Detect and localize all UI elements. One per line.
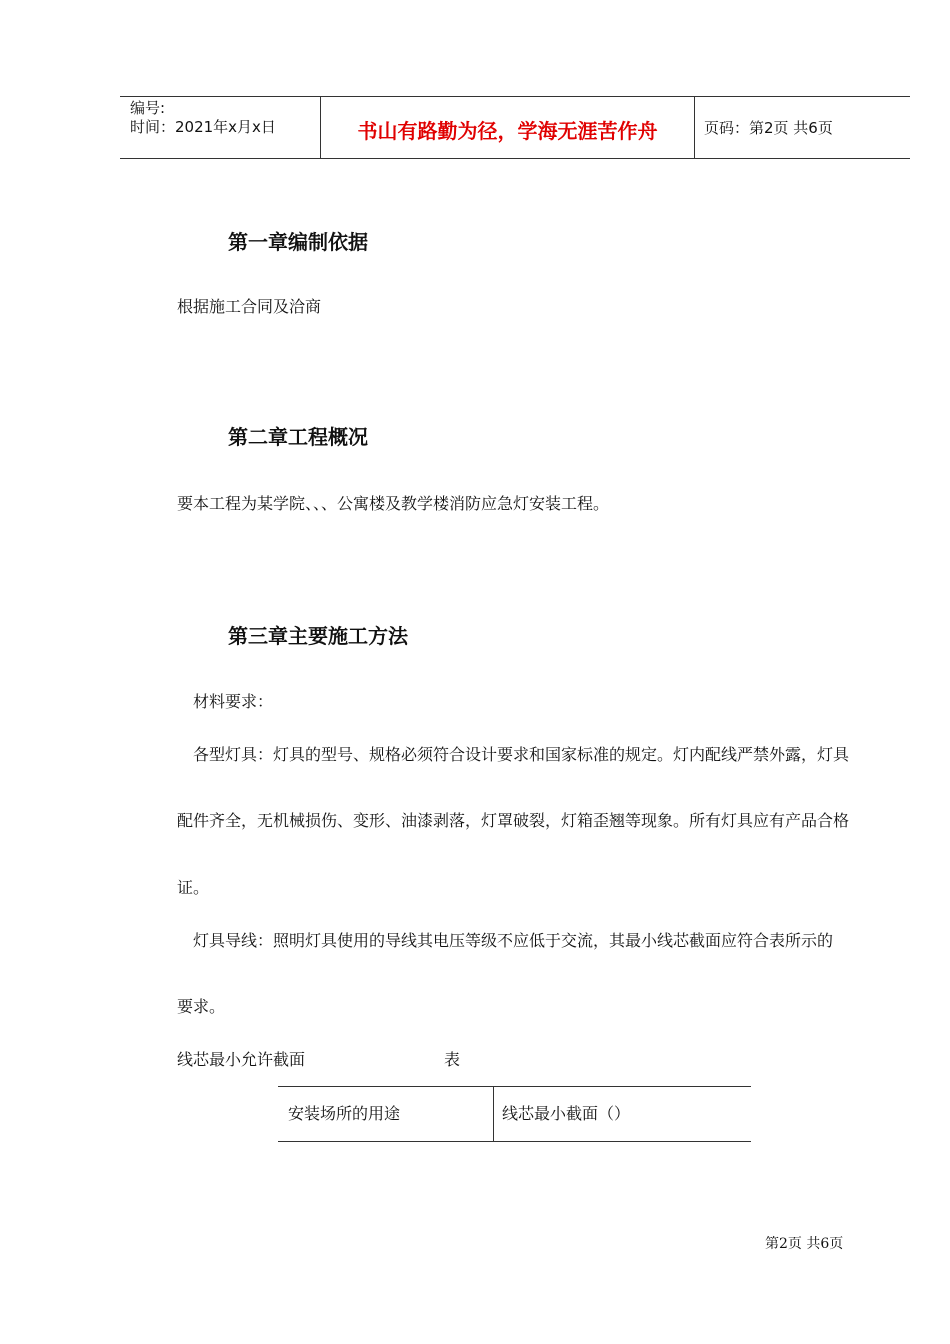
chapter-2-body: 要本工程为某学院、、、公寓楼及教学楼消防应急灯安装工程。	[177, 494, 610, 513]
doc-time-label: 时间：2021年x月x日	[130, 118, 276, 136]
header-page-info: 页码：第2页 共6页	[704, 119, 833, 137]
lamps-paragraph-line: 各型灯具：灯具的型号、规格必须符合设计要求和国家标准的规定。灯内配线严禁外露，灯具	[193, 745, 850, 764]
page-header	[120, 96, 910, 159]
chapter-3-title: 第三章主要施工方法	[228, 624, 408, 648]
table-header-cell: 安装场所的用途	[288, 1104, 401, 1123]
chapter-1-title: 第一章编制依据	[228, 230, 368, 254]
header-meta	[130, 99, 276, 137]
chapter-1-body: 根据施工合同及洽商	[177, 297, 322, 316]
table-divider	[493, 1087, 494, 1141]
doc-number-label: 编号:	[130, 99, 166, 117]
min-cross-section-table	[278, 1086, 751, 1142]
page-footer: 第2页 共6页	[765, 1236, 844, 1252]
wire-paragraph-line: 要求。	[177, 997, 226, 1016]
table-caption-suffix: 表	[444, 1050, 461, 1069]
material-requirements: 材料要求：	[193, 692, 274, 711]
table-header-cell: 线芯最小截面（）	[502, 1104, 631, 1123]
table-caption: 线芯最小允许截面	[177, 1050, 306, 1069]
chapter-2-title: 第二章工程概况	[228, 425, 368, 449]
wire-paragraph-line: 灯具导线：照明灯具使用的导线其电压等级不应低于交流，其最小线芯截面应符合表所示的	[193, 931, 834, 950]
header-divider	[694, 97, 695, 158]
lamps-paragraph-line: 证。	[177, 878, 210, 897]
header-motto: 书山有路勤为径，学海无涯苦作舟	[357, 119, 658, 143]
lamps-paragraph-line: 配件齐全，无机械损伤、变形、油漆剥落，灯罩破裂，灯箱歪翘等现象。所有灯具应有产品合格	[177, 811, 850, 830]
